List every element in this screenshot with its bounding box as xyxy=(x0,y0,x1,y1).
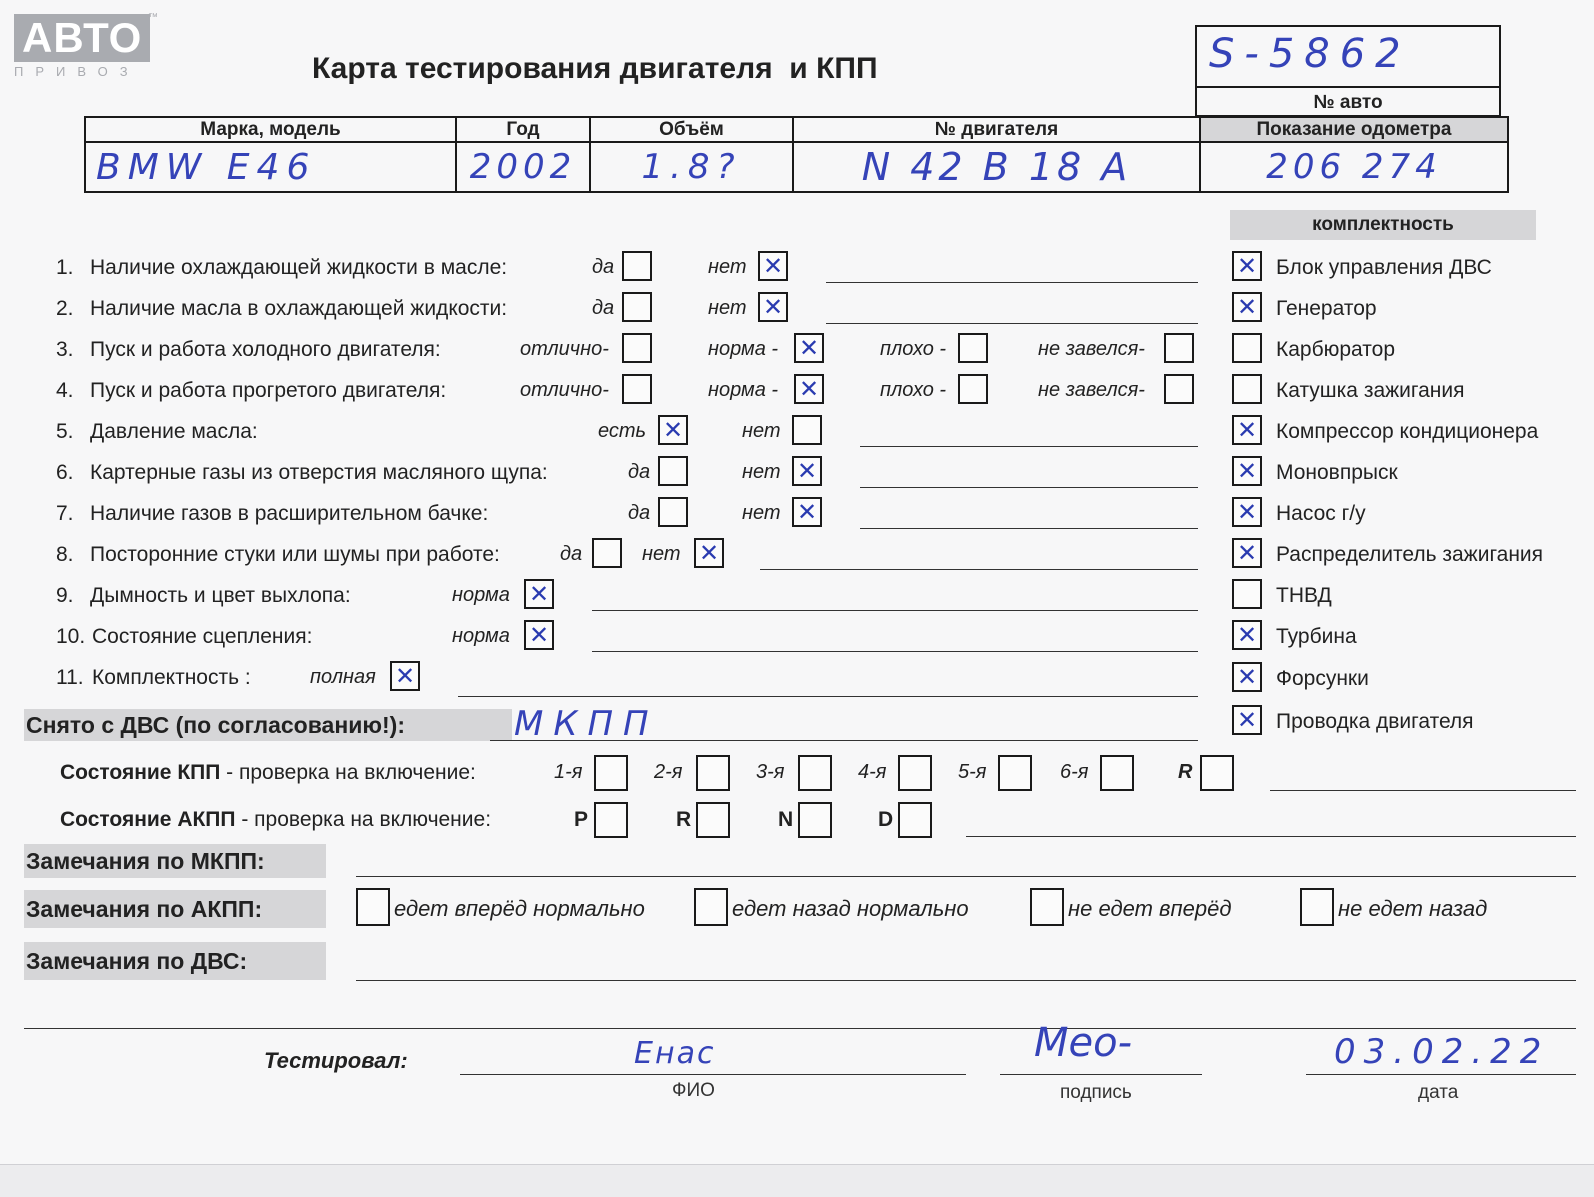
fio-label: ФИО xyxy=(672,1080,715,1101)
kpp-state-label xyxy=(60,761,476,785)
checkbox-q4-not-started[interactable] xyxy=(1164,374,1194,404)
remarks-dvs-label: Замечания по ДВС: xyxy=(24,942,326,980)
checkbox-akpp-n[interactable] xyxy=(798,802,832,838)
komplekt-checkbox[interactable] xyxy=(1232,374,1262,404)
checkbox-q4-bad[interactable] xyxy=(958,374,988,404)
year-value-cell xyxy=(456,142,590,192)
gear-label: 1-я xyxy=(554,761,583,783)
akpp-bold: Состояние АКПП xyxy=(60,808,236,831)
komplekt-checkbox[interactable]: ✕ xyxy=(1232,662,1262,692)
signature-value: Мео- xyxy=(1034,1020,1133,1066)
checkbox-q11-full[interactable]: ✕ xyxy=(390,661,420,691)
komplekt-item: Компрессор кондиционера xyxy=(1276,420,1539,443)
komplekt-checkbox[interactable] xyxy=(1232,333,1262,363)
q-text: Наличие газов в расширительном бачке: xyxy=(90,502,489,525)
q-num: 8. xyxy=(56,543,74,566)
q-num: 4. xyxy=(56,379,74,402)
opt-label: норма xyxy=(452,584,510,606)
checkbox-q7-net[interactable]: ✕ xyxy=(792,497,822,527)
remarks-dvs-line-2 xyxy=(24,1028,1576,1029)
opt-label: плохо - xyxy=(880,338,947,360)
komplekt-title: комплектность xyxy=(1230,210,1536,240)
checkbox-q2-da[interactable] xyxy=(622,292,652,322)
komplekt-item: Турбина xyxy=(1276,625,1357,648)
opt-label: да xyxy=(592,256,615,278)
komplekt-item: Форсунки xyxy=(1276,667,1369,690)
kpp-bold: Состояние КПП xyxy=(60,761,221,784)
logo-subtitle: ПРИВОЗ xyxy=(14,64,140,79)
logo-tm: ™ xyxy=(148,12,158,23)
komplekt-checkbox[interactable]: ✕ xyxy=(1232,415,1262,445)
akpp-option-label: едет вперёд нормально xyxy=(394,896,645,921)
removed-value: МКПП xyxy=(514,704,659,744)
col-engine-number: № двигателя xyxy=(793,117,1200,142)
checkbox-q5-yes[interactable]: ✕ xyxy=(658,415,688,445)
akpp-rest: - проверка на включение: xyxy=(235,808,492,831)
q-text: Картерные газы из отверстия масляного щупа: xyxy=(90,461,548,484)
komplekt-item: Моновпрыск xyxy=(1276,461,1398,484)
akpp-option-label: не едет вперёд xyxy=(1068,896,1232,921)
header-table xyxy=(84,116,1509,193)
gear-label: R xyxy=(1178,761,1193,783)
volume-value-cell xyxy=(590,142,793,192)
checkbox-gear-5[interactable] xyxy=(998,755,1032,791)
checkbox-q2-net[interactable]: ✕ xyxy=(758,292,788,322)
col-model: Марка, модель xyxy=(85,117,456,142)
checkbox-gear-r[interactable] xyxy=(1200,755,1234,791)
col-odometer: Показание одометра xyxy=(1200,117,1508,142)
checkbox-gear-1[interactable] xyxy=(594,755,628,791)
volume-value: 1.8? xyxy=(641,147,742,187)
opt-label: да xyxy=(628,461,651,483)
checkbox-backward-normal[interactable] xyxy=(694,888,728,926)
komplekt-checkbox[interactable]: ✕ xyxy=(1232,497,1262,527)
odometer-value: 206 274 xyxy=(1266,147,1442,187)
opt-label: нет xyxy=(742,461,781,483)
komplekt-item: Катушка зажигания xyxy=(1276,379,1465,402)
notes-line xyxy=(760,569,1198,570)
date-line xyxy=(1306,1074,1576,1075)
akpp-gear-label: R xyxy=(676,808,692,831)
komplekt-checkbox[interactable]: ✕ xyxy=(1232,251,1262,281)
checkbox-q3-excellent[interactable] xyxy=(622,333,652,363)
q-num: 5. xyxy=(56,420,74,443)
checkbox-gear-2[interactable] xyxy=(696,755,730,791)
removed-label: Снято с ДВС (по согласованию!): xyxy=(24,709,512,741)
akpp-option-label: едет назад нормально xyxy=(732,896,969,921)
opt-label: норма - xyxy=(708,379,779,401)
date-label: дата xyxy=(1418,1082,1459,1103)
opt-label: нет xyxy=(742,502,781,524)
model-value: BMW E46 xyxy=(96,146,317,188)
notes-line xyxy=(860,487,1198,488)
komplekt-checkbox[interactable]: ✕ xyxy=(1232,705,1262,735)
fio-value: Енас xyxy=(634,1036,716,1071)
gear-label: 2-я xyxy=(654,761,683,783)
q-text: Состояние сцепления: xyxy=(92,625,313,648)
checkbox-q1-da[interactable] xyxy=(622,251,652,281)
q-text: Наличие масла в охлаждающей жидкости: xyxy=(90,297,508,320)
notes-line xyxy=(826,282,1198,283)
opt-label: нет xyxy=(708,256,747,278)
checkbox-q4-excellent[interactable] xyxy=(622,374,652,404)
checkbox-gear-6[interactable] xyxy=(1100,755,1134,791)
opt-label: норма - xyxy=(708,338,779,360)
akpp-option-label: не едет назад xyxy=(1338,896,1488,921)
q-num: 10. xyxy=(56,625,86,648)
auto-number-label: № авто xyxy=(1197,86,1499,117)
q-num: 3. xyxy=(56,338,74,361)
checkbox-q3-not-started[interactable] xyxy=(1164,333,1194,363)
notes-line xyxy=(458,696,1198,697)
opt-label: отлично- xyxy=(520,338,609,360)
gear-label: 5-я xyxy=(958,761,987,783)
komplekt-item: Блок управления ДВС xyxy=(1276,256,1492,279)
checkbox-q10-normal[interactable]: ✕ xyxy=(524,620,554,650)
remarks-mkpp-line xyxy=(356,876,1576,877)
notes-line xyxy=(592,651,1198,652)
remarks-akpp-label: Замечания по АКПП: xyxy=(24,890,326,928)
opt-label: норма xyxy=(452,625,510,647)
engine-number-value-cell xyxy=(793,142,1200,192)
checkbox-akpp-r[interactable] xyxy=(696,802,730,838)
opt-label: нет xyxy=(642,543,681,565)
komplekt-item: Распределитель зажигания xyxy=(1276,543,1544,566)
page-title: Карта тестирования двигателя и КПП xyxy=(312,52,878,85)
opt-label: да xyxy=(592,297,615,319)
checkbox-q3-normal[interactable]: ✕ xyxy=(794,333,824,363)
fio-line xyxy=(460,1074,966,1075)
q-text: Давление масла: xyxy=(90,420,258,443)
checkbox-q7-da[interactable] xyxy=(658,497,688,527)
checkbox-akpp-p[interactable] xyxy=(594,802,628,838)
akpp-notes-line xyxy=(966,836,1576,837)
removed-line xyxy=(490,740,1198,741)
komplekt-checkbox[interactable]: ✕ xyxy=(1232,292,1262,322)
q-num: 2. xyxy=(56,297,74,320)
akpp-gear-label: N xyxy=(778,808,794,831)
komplekt-checkbox[interactable]: ✕ xyxy=(1232,456,1262,486)
komplekt-checkbox[interactable]: ✕ xyxy=(1232,620,1262,650)
checkbox-forward-normal[interactable] xyxy=(356,888,390,926)
notes-line xyxy=(860,446,1198,447)
checkbox-q9-normal[interactable]: ✕ xyxy=(524,579,554,609)
komplekt-item: Проводка двигателя xyxy=(1276,710,1474,733)
opt-label: плохо - xyxy=(880,379,947,401)
komplekt-checkbox[interactable]: ✕ xyxy=(1232,538,1262,568)
checkbox-akpp-d[interactable] xyxy=(898,802,932,838)
checkbox-q8-net[interactable]: ✕ xyxy=(694,538,724,568)
gear-label: 3-я xyxy=(756,761,785,783)
komplekt-item: Генератор xyxy=(1276,297,1377,320)
auto-number-box xyxy=(1195,25,1501,117)
kpp-notes-line xyxy=(1270,790,1576,791)
checkbox-q6-da[interactable] xyxy=(658,456,688,486)
col-year: Год xyxy=(456,117,590,142)
checkbox-gear-3[interactable] xyxy=(798,755,832,791)
opt-label: да xyxy=(628,502,651,524)
kpp-rest: - проверка на включение: xyxy=(220,761,476,784)
q-text: Пуск и работа холодного двигателя: xyxy=(90,338,441,361)
komplekt-item: ТНВД xyxy=(1276,584,1332,607)
checkbox-q3-bad[interactable] xyxy=(958,333,988,363)
opt-label: да xyxy=(560,543,583,565)
opt-label: не завелся- xyxy=(1038,338,1145,360)
q-text: Пуск и работа прогретого двигателя: xyxy=(90,379,447,402)
opt-label: отлично- xyxy=(520,379,609,401)
q-num: 9. xyxy=(56,584,74,607)
q-num: 6. xyxy=(56,461,74,484)
signature-label: подпись xyxy=(1060,1082,1132,1103)
checkbox-q8-da[interactable] xyxy=(592,538,622,568)
notes-line xyxy=(826,323,1198,324)
model-value-cell xyxy=(85,142,456,192)
odometer-value-cell xyxy=(1200,142,1508,192)
q-num: 1. xyxy=(56,256,74,279)
q-num: 7. xyxy=(56,502,74,525)
opt-label: не завелся- xyxy=(1038,379,1145,401)
checkbox-gear-4[interactable] xyxy=(898,755,932,791)
q-text: Посторонние стуки или шумы при работе: xyxy=(90,543,500,566)
notes-line xyxy=(860,528,1198,529)
auto-number-value: S-5862 xyxy=(1209,31,1411,77)
notes-line xyxy=(592,610,1198,611)
opt-label: есть xyxy=(598,420,647,442)
komplekt-checkbox[interactable] xyxy=(1232,579,1262,609)
checkbox-q5-no[interactable] xyxy=(792,415,822,445)
date-value: 03.02.22 xyxy=(1334,1032,1550,1072)
remarks-mkpp-label: Замечания по МКПП: xyxy=(24,844,326,878)
remarks-dvs-line xyxy=(356,980,1576,981)
checkbox-no-forward[interactable] xyxy=(1030,888,1064,926)
signature-line xyxy=(1000,1074,1202,1075)
engine-number-value: N 42 B 18 A xyxy=(861,145,1132,189)
checkbox-no-backward[interactable] xyxy=(1300,888,1334,926)
checkbox-q4-normal[interactable]: ✕ xyxy=(794,374,824,404)
q-text: Наличие охлаждающей жидкости в масле: xyxy=(90,256,508,279)
opt-label: нет xyxy=(742,420,781,442)
komplekt-item: Карбюратор xyxy=(1276,338,1396,361)
paper-bottom-edge xyxy=(0,1164,1594,1197)
checkbox-q1-net[interactable]: ✕ xyxy=(758,251,788,281)
q-num: 11. xyxy=(56,666,84,689)
logo xyxy=(14,14,150,79)
q-text: Комплектность : xyxy=(92,666,251,689)
akpp-gear-label: P xyxy=(574,808,589,831)
komplekt-item: Насос г/у xyxy=(1276,502,1366,525)
gear-label: 4-я xyxy=(858,761,887,783)
q-text: Дымность и цвет выхлопа: xyxy=(90,584,351,607)
tested-label: Тестировал: xyxy=(264,1048,408,1073)
year-value: 2002 xyxy=(469,147,577,187)
gear-label: 6-я xyxy=(1060,761,1089,783)
col-volume: Объём xyxy=(590,117,793,142)
akpp-gear-label: D xyxy=(878,808,894,831)
opt-label: полная xyxy=(310,666,376,688)
logo-box: АВТО xyxy=(14,14,150,62)
checkbox-q6-net[interactable]: ✕ xyxy=(792,456,822,486)
akpp-state-label xyxy=(60,808,491,832)
opt-label: нет xyxy=(708,297,747,319)
